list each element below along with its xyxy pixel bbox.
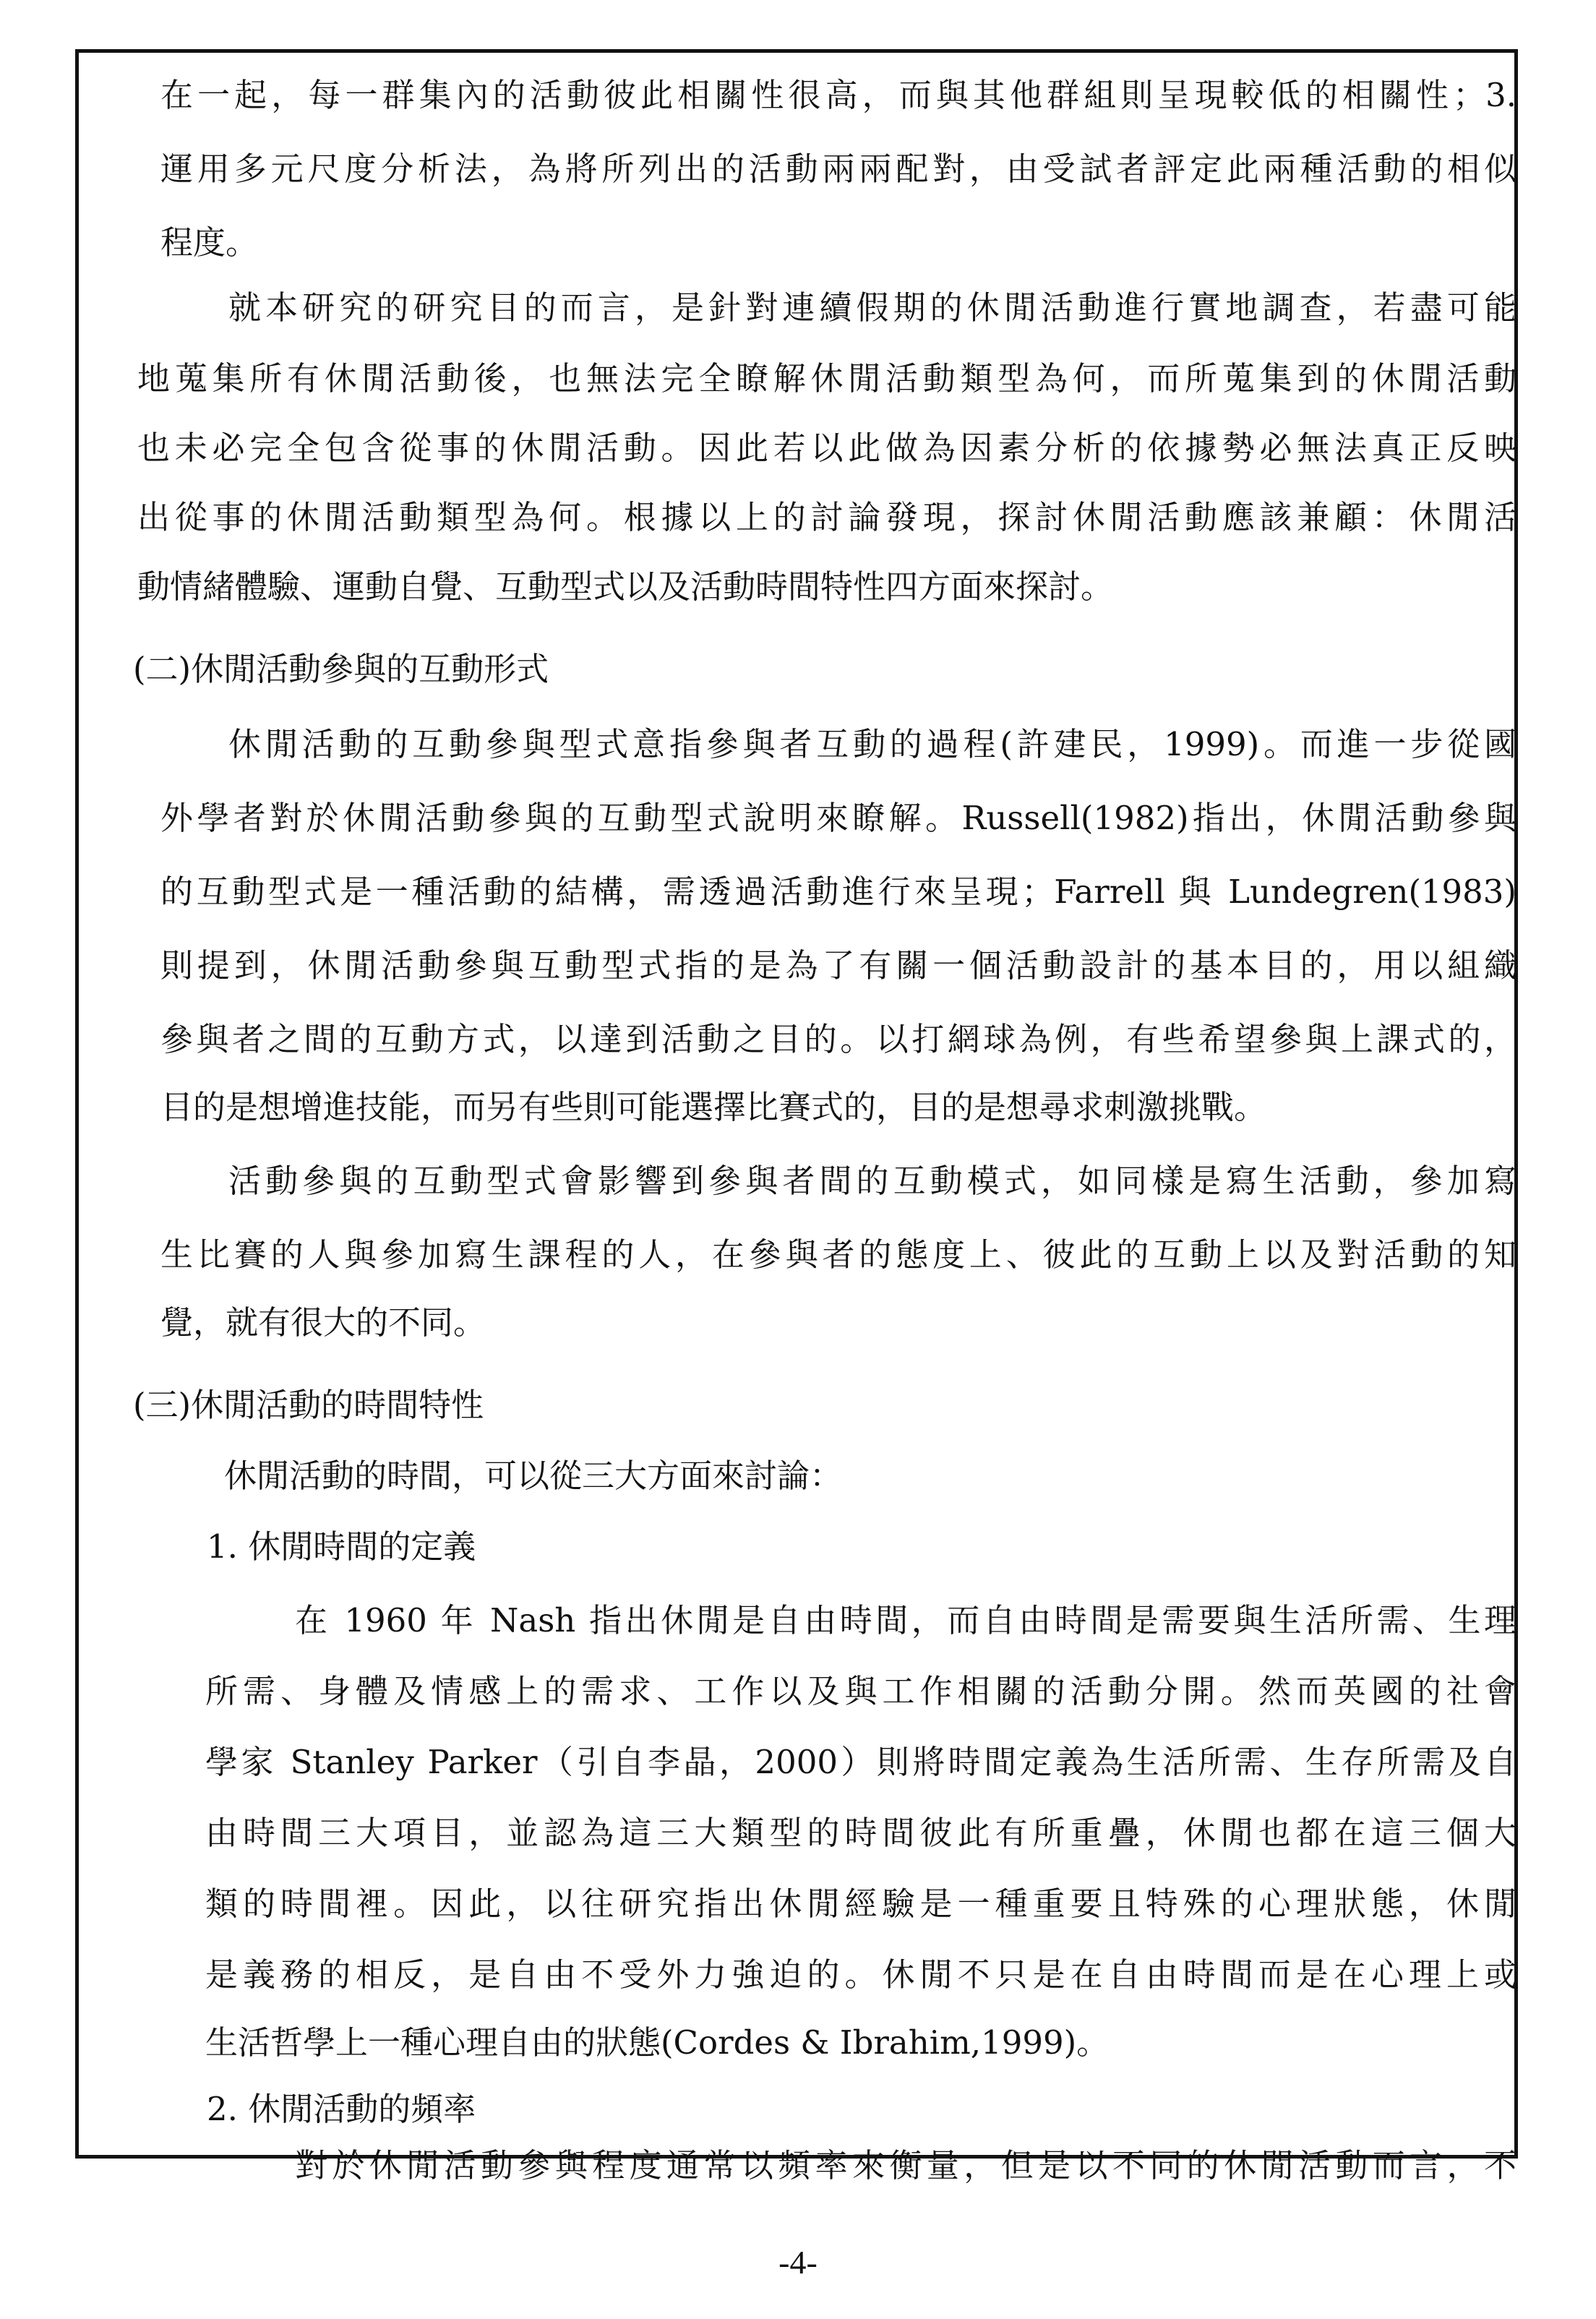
- text-line: 生比賽的人與參加寫生課程的人，在參與者的態度上、彼此的互動上以及對活動的知: [160, 1235, 1516, 1274]
- text-line: 活動參與的互動型式會影響到參與者間的互動模式，如同樣是寫生活動，參加寫: [228, 1162, 1516, 1200]
- section-heading: (三)休閒活動的時間特性: [133, 1386, 484, 1424]
- subsection-heading: 2. 休閒活動的頻率: [207, 2090, 476, 2128]
- text-line: 也未必完全包含從事的休閒活動。因此若以此做為因素分析的依據勢必無法真正反映: [137, 429, 1516, 467]
- text-line: 休閒活動的時間，可以從三大方面來討論：: [224, 1457, 843, 1495]
- text-line: 出從事的休閒活動類型為何。根據以上的討論發現，探討休閒活動應該兼顧：休閒活: [137, 498, 1516, 536]
- subsection-heading: 1. 休閒時間的定義: [207, 1527, 476, 1566]
- text-line: 外學者對於休閒活動參與的互動型式說明來瞭解。Russell(1982)指出，休閒活動參與: [160, 799, 1516, 837]
- text-line: 覺，就有很大的不同。: [160, 1303, 486, 1342]
- text-line: 學家 Stanley Parker（引自李晶，2000）則將時間定義為生活所需、生存所需及自: [205, 1743, 1516, 1781]
- text-line: 則提到，休閒活動參與互動型式指的是為了有關一個活動設計的基本目的，用以組織: [160, 946, 1516, 985]
- text-line: 生活哲學上一種心理自由的狀態(Cordes & Ibrahim,1999)。: [205, 2023, 1110, 2062]
- text-line: 運用多元尺度分析法，為將所列出的活動兩兩配對，由受試者評定此兩種活動的相似: [160, 150, 1516, 188]
- text-line: 目的是想增進技能，而另有些則可能選擇比賽式的，目的是想尋求刺激挑戰。: [160, 1088, 1267, 1126]
- text-line: 程度。: [160, 223, 259, 262]
- text-line: 在一起，每一群集內的活動彼此相關性很高，而與其他群組則呈現較低的相關性；3.: [160, 76, 1516, 114]
- text-line: 動情緒體驗、運動自覺、互動型式以及活動時間特性四方面來探討。: [137, 567, 1114, 606]
- text-line: 參與者之間的互動方式，以達到活動之目的。以打網球為例，有些希望參與上課式的，: [160, 1020, 1516, 1058]
- text-line: 地蒐集所有休閒活動後，也無法完全瞭解休閒活動類型為何，而所蒐集到的休閒活動: [137, 359, 1516, 398]
- text-line: 是義務的相反，是自由不受外力強迫的。休閒不只是在自由時間而是在心理上或: [205, 1955, 1516, 1994]
- text-line: 由時間三大項目，並認為這三大類型的時間彼此有所重疊，休閒也都在這三個大: [205, 1814, 1516, 1852]
- text-line: 就本研究的研究目的而言，是針對連續假期的休閒活動進行實地調查，若盡可能: [228, 288, 1516, 327]
- text-line: 對於休閒活動參與程度通常以頻率來衡量，但是以不同的休閒活動而言，不: [295, 2146, 1516, 2185]
- text-line: 在 1960 年 Nash 指出休閒是自由時間，而自由時間是需要與生活所需、生理: [295, 1601, 1516, 1639]
- text-line: 所需、身體及情感上的需求、工作以及與工作相關的活動分開。然而英國的社會: [205, 1672, 1516, 1710]
- text-line: 類的時間裡。因此，以往研究指出休閒經驗是一種重要且特殊的心理狀態，休閒: [205, 1885, 1516, 1923]
- section-heading: (二)休閒活動參與的互動形式: [133, 650, 549, 688]
- text-line: 休閒活動的互動參與型式意指參與者互動的過程(許建民，1999)。而進一步從國: [228, 725, 1516, 763]
- page-number: -4-: [778, 2244, 818, 2281]
- text-line: 的互動型式是一種活動的結構，需透過活動進行來呈現；Farrell 與 Lundegren(1983): [160, 873, 1516, 911]
